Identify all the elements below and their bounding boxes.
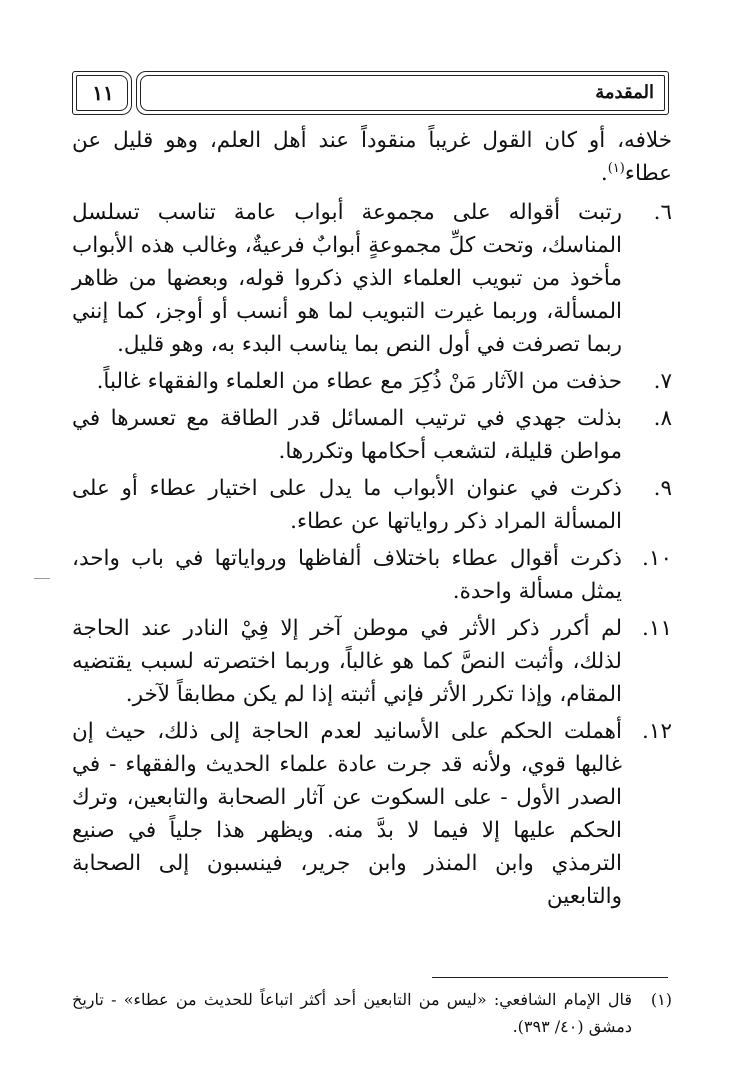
item-text: بذلت جهدي في ترتيب المسائل قدر الطاقة مع تعسرها في مواطن قليلة، لتشعب أحكامها وتكررها. (72, 406, 622, 464)
item-text: ذكرت في عنوان الأبواب ما يدل على اختيار عطاء أو على المسألة المراد ذكر رواياتها عن عطاء. (72, 476, 622, 534)
header-title: المقدمة (595, 82, 654, 103)
item-number: ٨. (653, 406, 672, 431)
body-text (72, 124, 672, 917)
page-number-frame (72, 71, 132, 115)
list-item (72, 612, 672, 711)
item-number: ٧. (653, 369, 672, 394)
item-number: ١١. (642, 616, 672, 641)
item-text: لم أكرر ذكر الأثر في موطن آخر إلا فِيْ النادر عند الحاجة لذلك، وأثبت النصَّ كما هو غالباً، وربما اختصرته لسبب يقتضيه المقام، وإذا تكرر الأثر فإني أثبته إذا لم يكن مطابقاً لآخر. (72, 616, 622, 707)
item-number: ٦. (653, 200, 672, 225)
page-number: ١١ (92, 81, 114, 105)
margin-mark (34, 578, 50, 579)
list-item (72, 365, 672, 398)
item-number: ١٠. (642, 546, 672, 571)
item-text: أهملت الحكم على الأسانيد لعدم الحاجة إلى ذلك، حيث إن غالبها قوي، ولأنه قد جرت عادة علماء الحديث والفقهاء - في الصدر الأول - على السكوت عن آثار الصحابة والتابعين، وترك الحكم عليها إلا فيما لا بدَّ منه. ويظهر هذا جلياً في صنيع الترمذي وابن المنذر وابن جرير، فينسبون إلى الصحابة والتابعين (72, 719, 622, 909)
footnote-separator (432, 977, 668, 978)
footnote (72, 986, 672, 1040)
header-title-frame (136, 71, 669, 115)
list-item (72, 402, 672, 468)
item-text: حذفت من الآثار مَنْ ذُكِرَ مع عطاء من العلماء والفقهاء غالباً. (96, 369, 622, 394)
footnote-reference[interactable]: (١) (607, 160, 625, 176)
item-text: ذكرت أقوال عطاء باختلاف ألفاظها ورواياتها في باب واحد، يمثل مسألة واحدة. (72, 546, 622, 604)
footnote-text: قال الإمام الشافعي: «ليس من التابعين أحد أكثر اتباعاً للحديث من عطاء» - تاريخ دمشق (٤٠/ ٣٩٣). (72, 990, 632, 1036)
item-number: ١٢. (642, 719, 672, 744)
item-number: ٩. (653, 476, 672, 501)
list-item (72, 472, 672, 538)
lead-paragraph: خلافه، أو كان القول غريباً منقوداً عند أهل العلم، وهو قليل عن عطاء$^{(١)}$. (72, 128, 672, 186)
list-item (72, 196, 672, 361)
footnote-number: (١) (650, 990, 672, 1009)
item-text: رتبت أقواله على مجموعة أبواب عامة تناسب تسلسل المناسك، وتحت كلِّ مجموعةٍ أبوابٌ فرعيةٌ، وغالب هذه الأبواب مأخوذ من تبويب العلماء الذي ذكروا قوله، وبعضها من ظاهر المسألة، وربما غيرت التبويب لما هو أنسب أو أوجز، كما إنني ربما تصرفت في أول النص بما يناسب البدء به، وهو قليل. (72, 200, 622, 357)
page-header (72, 71, 669, 115)
list-item (72, 715, 672, 913)
list-item (72, 542, 672, 608)
